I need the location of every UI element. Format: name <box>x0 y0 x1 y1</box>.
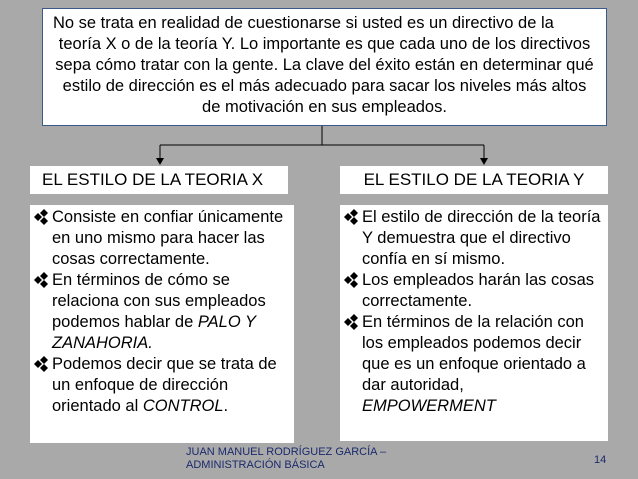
diamond-arrow-bullet-icon <box>342 207 360 228</box>
style-y-title: EL ESTILO DE LA TEORIA Y <box>340 166 608 194</box>
intro-text: teoría X o de la teoría Y. Lo importante es que cada uno de los directivos sepa cómo tratar con la gente. La clave del éxito están en determinar qué estilo de dirección es el más adecuado para sacar los niveles más altos de motivación en sus empleados. <box>55 35 594 116</box>
diamond-arrow-bullet-icon <box>32 354 50 375</box>
style-y-bullet-2-text: Los empleados harán las cosas correctamente. <box>362 271 595 310</box>
diamond-arrow-bullet-icon <box>342 270 360 291</box>
intro-line1: No se trata en realidad de cuestionarse si usted es un directivo de la <box>53 14 554 32</box>
diamond-arrow-bullet-icon <box>342 312 360 333</box>
style-y-bullet-1-text: El estilo de dirección de la teoría Y demuestra que el directivo confía en sí mismo. <box>362 208 601 268</box>
style-x-bullet-1 <box>32 207 290 270</box>
footer-author: JUAN MANUEL RODRÍGUEZ GARCÍA – ADMINISTRACIÓN BÁSICA <box>186 446 387 471</box>
style-y-box <box>340 205 608 441</box>
style-x-bullet-1-text: Consiste en confiar únicamente en uno mismo para hacer las cosas correctamente. <box>52 208 284 268</box>
diamond-arrow-bullet-icon <box>32 270 50 291</box>
style-y-bullet-1 <box>342 207 604 270</box>
style-y-bullet-2 <box>342 270 604 312</box>
style-x-bullet-3 <box>32 354 290 417</box>
page-number: 14 <box>594 454 607 466</box>
style-x-bullet-3-text: Podemos decir que se trata de un enfoque de dirección orientado al <box>52 355 277 415</box>
style-x-bullet-2-text: En términos de cómo se relaciona con sus empleados podemos hablar de <box>52 271 266 331</box>
intro-box <box>42 8 607 126</box>
style-y-bullet-3-text: En términos de la relación con los empleados podemos decir que es un enfoque orientado a dar autoridad, <box>362 313 586 394</box>
style-y-bullet-3 <box>342 312 604 417</box>
style-y-bullet-3-emphasis: EMPOWERMENT <box>362 397 496 415</box>
style-x-bullet-2 <box>32 270 290 354</box>
diamond-arrow-bullet-icon <box>32 207 50 228</box>
style-x-title: EL ESTILO DE LA TEORIA X <box>30 166 288 194</box>
style-x-bullet-3-emphasis: CONTROL <box>142 397 224 415</box>
style-x-box <box>30 205 294 443</box>
style-x-bullet-3-suffix: . <box>223 397 229 415</box>
style-x-bullet-2-emphasis: PALO Y ZANAHORIA. <box>52 313 256 352</box>
